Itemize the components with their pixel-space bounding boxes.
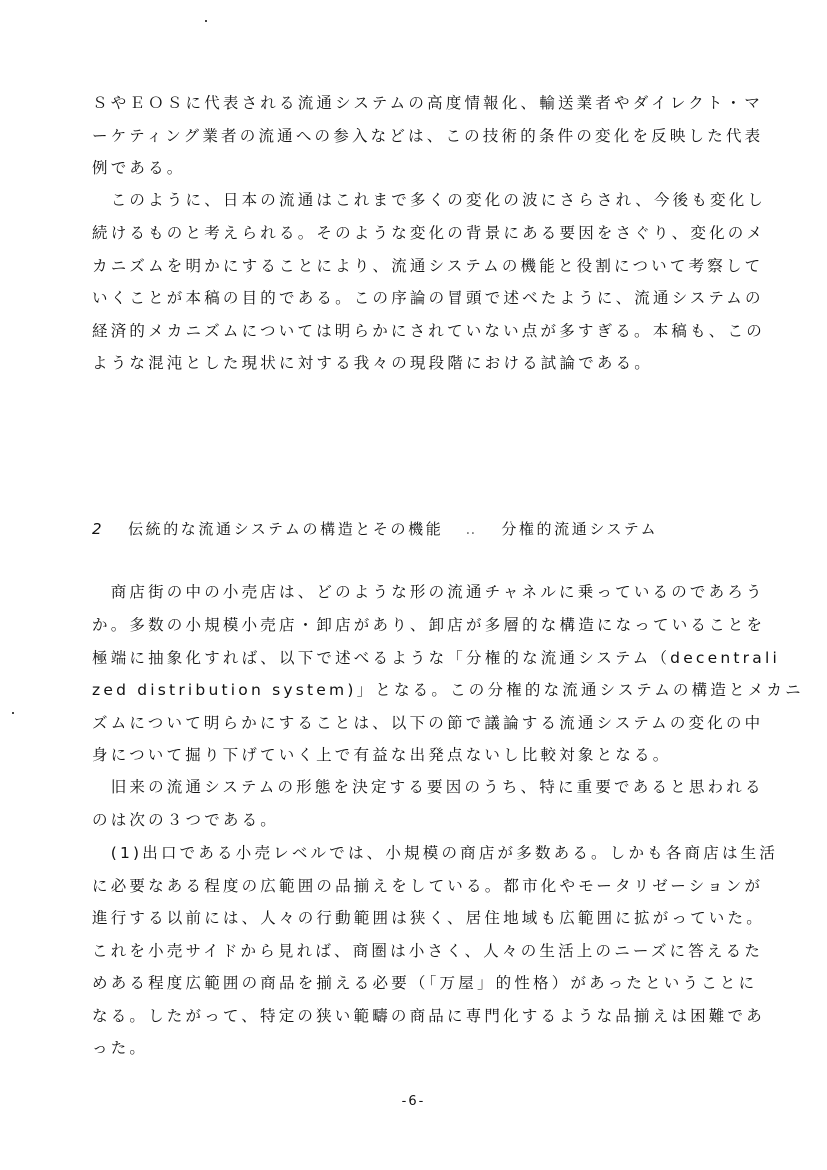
text-line: ズムについて明らかにすることは、以下の節で議論する流通システムの変化の中 [92, 714, 764, 732]
text-line: った。 [92, 1039, 149, 1057]
text-line: これを小売サイドから見れば、商圏は小さく、人々の生活上のニーズに答えるた [92, 942, 764, 960]
text-line: zed distribution system)」となる。この分権的な流通システムの構造とメカニ [92, 681, 804, 699]
page-number: -6- [401, 1094, 426, 1109]
text-line: いくことが本稿の目的である。この序論の冒頭で述べたように、流通システムの [92, 289, 764, 307]
text-line: 例である。 [92, 159, 186, 177]
text-line: めある程度広範囲の商品を揃える必要（「万屋」的性格）があったということに [92, 974, 758, 992]
text-line: 旧来の流通システムの形態を決定する要因のうち、特に重要であると思われる [92, 778, 764, 796]
text-line: ーケティング業者の流通への参入などは、この技術的条件の変化を反映した代表 [92, 127, 764, 145]
section-number: 2 [92, 520, 105, 538]
scan-speck [12, 712, 14, 714]
scan-speck [205, 20, 207, 22]
text-line: 進行する以前には、人々の行動範囲は狭く、居住地域も広範囲に拡がっていた。 [92, 909, 765, 927]
section-dash: ‥ [465, 520, 480, 538]
text-line: ような混沌とした現状に対する我々の現段階における試論である。 [92, 354, 654, 372]
text-line: ＳやＥＯＳに代表される流通システムの高度情報化、輸送業者やダイレクト・マ [92, 94, 764, 112]
text-line: に必要なある程度の広範囲の品揃えをしている。都市化やモータリゼーションが [92, 877, 764, 895]
text-line: 経済的メカニズムについては明らかにされていない点が多すぎる。本稿も、この [92, 322, 765, 340]
text-line: 商店街の中の小売店は、どのような形の流通チャネルに乗っているのであろう [92, 583, 765, 601]
text-line: 身について掘り下げていく上で有益な出発点ないし比較対象となる。 [92, 746, 672, 764]
text-line: 極端に抽象化すれば、以下で述べるような「分権的な流通システム（decentrali [92, 649, 780, 667]
text-line: カニズムを明かにすることにより、流通システムの機能と役割について考察して [92, 257, 764, 275]
text-line: このように、日本の流通はこれまで多くの変化の波にさらされ、今後も変化し [92, 191, 767, 209]
section-subtitle: 分権的流通システム [501, 520, 659, 538]
section-title: 伝統的な流通システムの構造とその機能 [128, 520, 444, 538]
text-line: か。多数の小規模小売店・卸店があり、卸店が多層的な構造になっていることを [92, 616, 766, 634]
text-line: 続けるものと考えられる。そのような変化の背景にある要因をさぐり、変化のメ [92, 224, 766, 242]
text-line: (1)出口である小売レベルでは、小規模の商店が多数ある。しかも各商店は生活 [92, 844, 779, 862]
section-heading [92, 518, 658, 539]
text-line: のは次の３つである。 [92, 811, 280, 829]
text-line: なる。したがって、特定の狭い範疇の商品に専門化するような品揃えは困難であ [92, 1007, 765, 1025]
